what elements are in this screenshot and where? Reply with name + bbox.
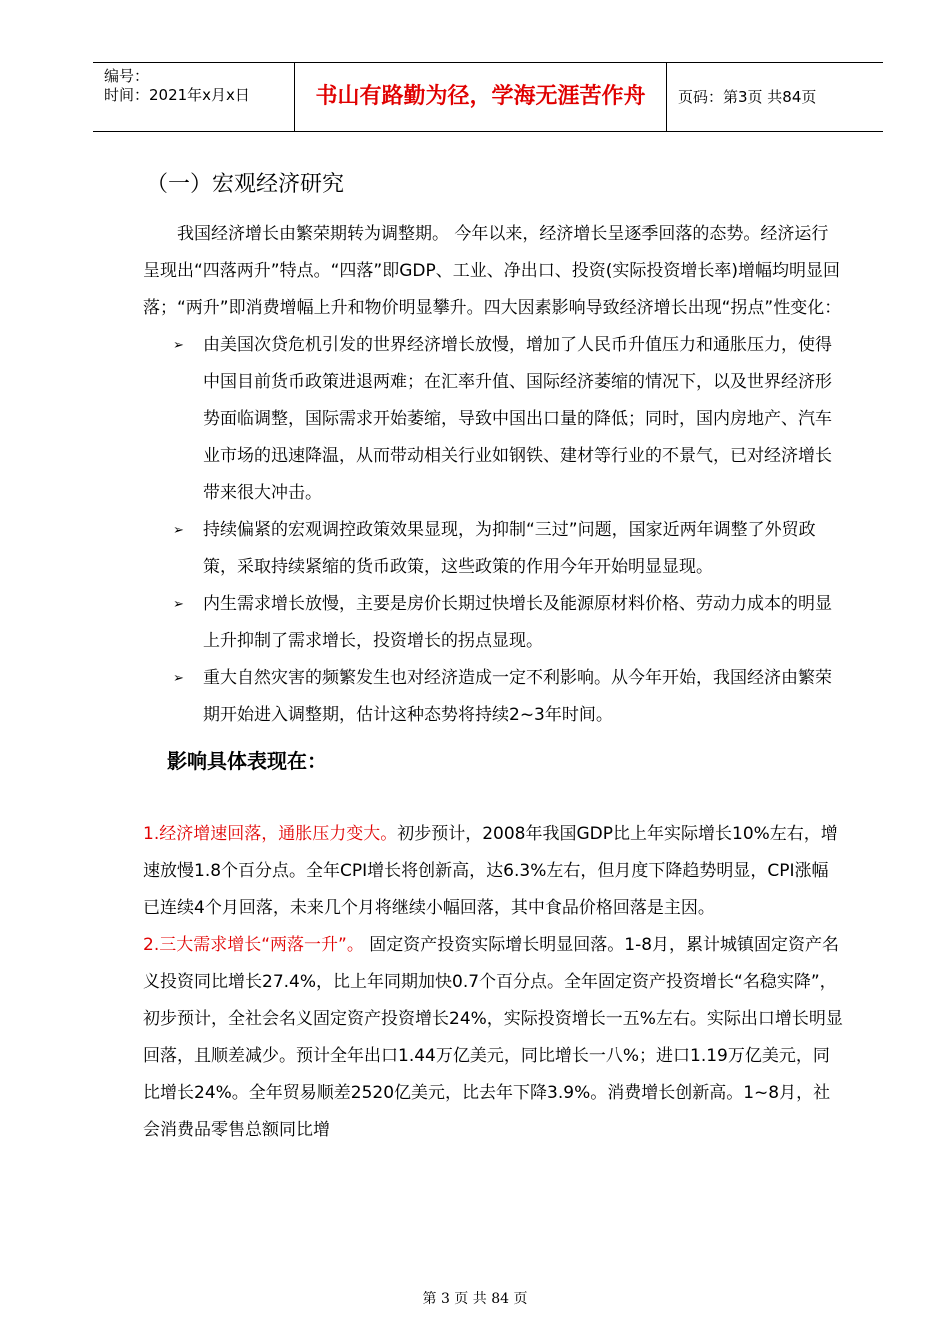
page-footer: 第 3 页 共 84 页: [422, 1291, 528, 1307]
point-paragraph: [143, 927, 843, 1149]
header-meta: [93, 63, 295, 131]
list-item: [143, 327, 843, 512]
subheading: 影响具体表现在：: [167, 749, 327, 773]
list-item-text: 内生需求增长放慢，主要是房价长期过快增长及能源原材料价格、劳动力成本的明显上升抑制了需求增长，投资增长的拐点显现。: [203, 594, 832, 651]
document-body: [143, 168, 843, 1149]
list-item-text: 由美国次贷危机引发的世界经济增长放慢，增加了人民币升值压力和通胀压力，使得中国目前货币政策进退两难；在汇率升值、国际经济萎缩的情况下，以及世界经济形势面临调整，国际需求开始萎缩，导致中国出口量的降低；同时，国内房地产、汽车业市场的迅速降温，从而带动相关行业如钢铁、建材等行业的不景气，已对经济增长带来很大冲击。: [203, 335, 832, 503]
number-label: 编号：: [104, 67, 150, 85]
list-item: [143, 512, 843, 586]
list-item-text: 重大自然灾害的频繁发生也对经济造成一定不利影响。从今年开始，我国经济由繁荣期开始进入调整期，估计这种态势将持续2~3年时间。: [203, 668, 832, 725]
point-paragraph: [143, 816, 843, 927]
intro-paragraph: 我国经济增长由繁荣期转为调整期。 今年以来，经济增长呈逐季回落的态势。经济运行呈现出“四落两升”特点。“四落”即GDP、工业、净出口、投资(实际投资增长率)增幅均明显回落；“两升”即消费增幅上升和物价明显攀升。四大因素影响导致经济增长出现“拐点”性变化：: [143, 224, 842, 318]
time-label: 时间：2021年x月x日: [104, 86, 250, 104]
point-lead: 1.经济增速回落，通胀压力变大。: [143, 824, 398, 844]
point-lead: 2.三大需求增长“两落一升”。: [143, 935, 364, 955]
bullet-arrow-icon: ➢: [173, 597, 184, 612]
bullet-arrow-icon: ➢: [173, 523, 184, 538]
page-header: [93, 62, 883, 132]
list-item: [143, 660, 843, 734]
header-page-number: 页码：第3页 共84页: [678, 88, 817, 106]
list-item-text: 持续偏紧的宏观调控政策效果显现，为抑制“三过”问题，国家近两年调整了外贸政策，采取持续紧缩的货币政策，这些政策的作用今年开始明显显现。: [203, 520, 816, 577]
bullet-arrow-icon: ➢: [173, 338, 184, 353]
section-title: （一）宏观经济研究: [146, 172, 345, 197]
list-item: [143, 586, 843, 660]
point-text: 固定资产投资实际增长明显回落。1-8月，累计城镇固定资产名义投资同比增长27.4%，比上年同期加快0.7个百分点。全年固定资产投资增长“名稳实降”，初步预计，全社会名义固定资产投资增长24%，实际投资增长一五%左右。实际出口增长明显回落，且顺差减少。预计全年出口1.44万亿美元，同比增长一八%；进口1.19万亿美元，同比增长24%。全年贸易顺差2520亿美元，比去年下降3.9%。消费增长创新高。1~8月，社会消费品零售总额同比增: [143, 935, 843, 1140]
header-motto: 书山有路勤为径，学海无涯苦作舟: [295, 63, 667, 131]
factor-list: [143, 327, 843, 734]
point-text: 初步预计，2008年我国GDP比上年实际增长10%左右，增速放慢1.8个百分点。全年CPI增长将创新高，达6.3%左右，但月度下降趋势明显，CPI涨幅已连续4个月回落，未来几个月将继续小幅回落，其中食品价格回落是主因。: [143, 824, 838, 918]
bullet-arrow-icon: ➢: [173, 671, 184, 686]
